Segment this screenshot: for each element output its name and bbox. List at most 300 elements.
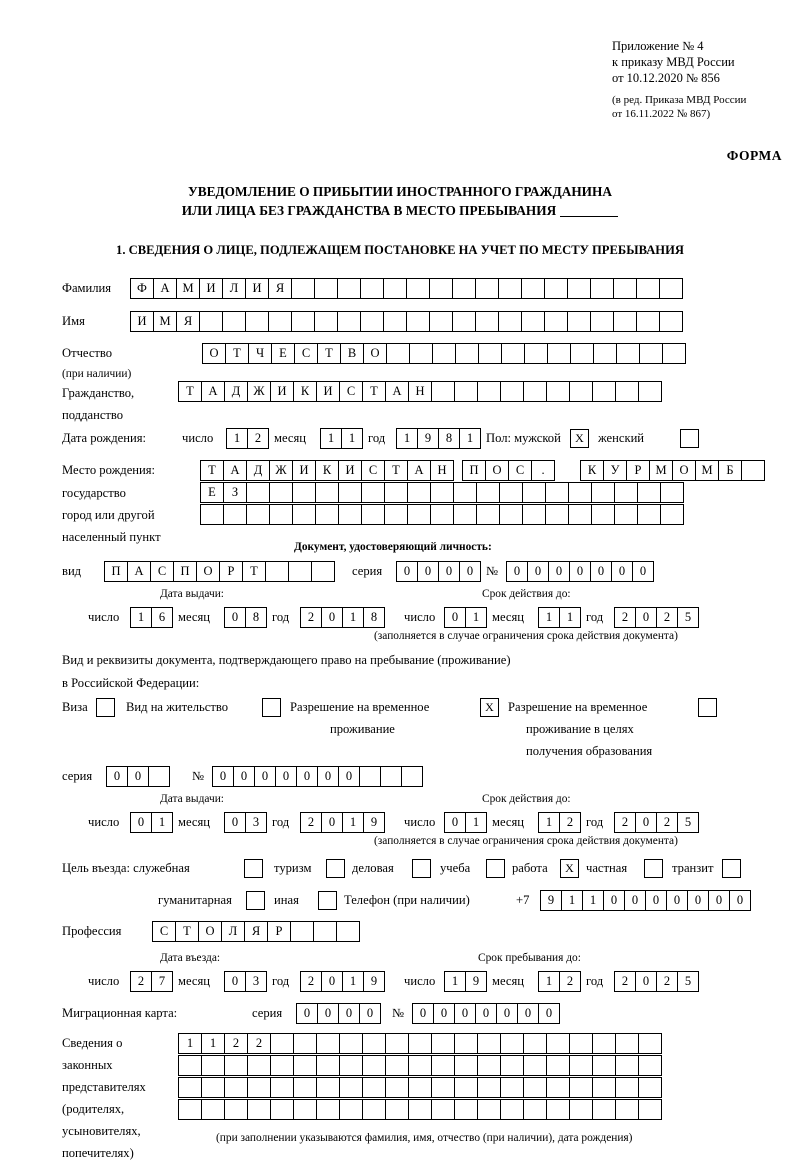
cell[interactable]: Я xyxy=(176,311,200,332)
stay-until-month-cells[interactable] xyxy=(538,971,580,992)
cell[interactable]: 0 xyxy=(275,766,297,787)
cell[interactable]: 1 xyxy=(178,1033,202,1054)
stay-number-cells[interactable] xyxy=(212,766,422,787)
cell[interactable]: О xyxy=(198,921,222,942)
cell[interactable] xyxy=(567,278,591,299)
cell[interactable] xyxy=(591,482,615,503)
cell[interactable] xyxy=(314,311,338,332)
cell[interactable] xyxy=(547,343,571,364)
cell[interactable] xyxy=(454,381,478,402)
cell[interactable] xyxy=(269,482,293,503)
cell[interactable] xyxy=(270,1033,294,1054)
cell[interactable] xyxy=(454,1077,478,1098)
cell[interactable]: 1 xyxy=(538,812,560,833)
cell[interactable] xyxy=(615,381,639,402)
cell[interactable] xyxy=(500,1033,524,1054)
cell[interactable]: Т xyxy=(200,460,224,481)
cell[interactable] xyxy=(407,504,431,525)
cell[interactable]: 0 xyxy=(417,561,439,582)
cell[interactable]: С xyxy=(508,460,532,481)
cell[interactable]: Д xyxy=(224,381,248,402)
cell[interactable]: 2 xyxy=(130,971,152,992)
cell[interactable] xyxy=(568,504,592,525)
cell[interactable] xyxy=(178,1099,202,1120)
cell[interactable]: 0 xyxy=(444,812,466,833)
cell[interactable]: 1 xyxy=(444,971,466,992)
cell[interactable] xyxy=(339,1077,363,1098)
cell[interactable]: 1 xyxy=(226,428,248,449)
cell[interactable]: А xyxy=(201,381,225,402)
cell[interactable] xyxy=(570,343,594,364)
cell[interactable] xyxy=(569,1077,593,1098)
cell[interactable]: З xyxy=(223,482,247,503)
cell[interactable] xyxy=(430,482,454,503)
cell[interactable]: 1 xyxy=(341,428,363,449)
cell[interactable]: О xyxy=(485,460,509,481)
cell[interactable] xyxy=(615,1077,639,1098)
cell[interactable] xyxy=(523,1033,547,1054)
phone-cells[interactable] xyxy=(540,890,750,911)
cell[interactable]: Б xyxy=(718,460,742,481)
cell[interactable]: 0 xyxy=(321,607,343,628)
cell[interactable] xyxy=(360,278,384,299)
cell[interactable]: 0 xyxy=(359,1003,381,1024)
temp-residence-checkbox[interactable]: X xyxy=(480,698,499,717)
cell[interactable] xyxy=(224,1077,248,1098)
cell[interactable] xyxy=(361,482,385,503)
cell[interactable] xyxy=(201,1099,225,1120)
cell[interactable]: 0 xyxy=(412,1003,434,1024)
cell[interactable] xyxy=(637,482,661,503)
cell[interactable]: 1 xyxy=(130,607,152,628)
purpose-other-checkbox[interactable] xyxy=(318,891,337,910)
cell[interactable]: 5 xyxy=(677,607,699,628)
cell[interactable]: 0 xyxy=(254,766,276,787)
cell[interactable] xyxy=(660,504,684,525)
cell[interactable]: Ч xyxy=(248,343,272,364)
cell[interactable]: 1 xyxy=(342,607,364,628)
cell[interactable] xyxy=(270,1055,294,1076)
cell[interactable]: 0 xyxy=(635,812,657,833)
cell[interactable] xyxy=(639,343,663,364)
stay-valid-day-cells[interactable] xyxy=(444,812,486,833)
stay-until-year-cells[interactable] xyxy=(614,971,698,992)
stay-issue-year-cells[interactable] xyxy=(300,812,384,833)
cell[interactable]: 0 xyxy=(338,766,360,787)
cell[interactable] xyxy=(546,1099,570,1120)
cell[interactable]: 1 xyxy=(538,971,560,992)
cell[interactable] xyxy=(592,1055,616,1076)
cell[interactable]: 1 xyxy=(459,428,481,449)
cell[interactable]: М xyxy=(649,460,673,481)
birth-locality-cells[interactable] xyxy=(200,504,683,525)
sex-female-checkbox[interactable] xyxy=(680,429,699,448)
residence-permit-checkbox[interactable] xyxy=(262,698,281,717)
cell[interactable]: 0 xyxy=(338,1003,360,1024)
stay-valid-year-cells[interactable] xyxy=(614,812,698,833)
cell[interactable]: 0 xyxy=(321,971,343,992)
doc-issue-day-cells[interactable] xyxy=(130,607,172,628)
profession-cells[interactable] xyxy=(152,921,359,942)
cell[interactable]: 3 xyxy=(245,812,267,833)
cell[interactable]: 0 xyxy=(708,890,730,911)
cell[interactable] xyxy=(429,278,453,299)
cell[interactable]: 0 xyxy=(590,561,612,582)
cell[interactable] xyxy=(476,482,500,503)
cell[interactable]: Л xyxy=(221,921,245,942)
cell[interactable] xyxy=(385,1099,409,1120)
cell[interactable] xyxy=(268,311,292,332)
cell[interactable]: 2 xyxy=(300,607,322,628)
surname-cells[interactable] xyxy=(130,278,682,299)
cell[interactable] xyxy=(522,482,546,503)
cell[interactable]: В xyxy=(340,343,364,364)
cell[interactable]: О xyxy=(202,343,226,364)
cell[interactable] xyxy=(339,1055,363,1076)
cell[interactable]: К xyxy=(315,460,339,481)
cell[interactable] xyxy=(453,482,477,503)
cell[interactable] xyxy=(545,504,569,525)
cell[interactable] xyxy=(338,482,362,503)
cell[interactable] xyxy=(316,1033,340,1054)
cell[interactable] xyxy=(454,1033,478,1054)
cell[interactable] xyxy=(590,278,614,299)
cell[interactable] xyxy=(638,1077,662,1098)
cell[interactable] xyxy=(385,1033,409,1054)
cell[interactable]: 6 xyxy=(151,607,173,628)
cell[interactable]: 0 xyxy=(611,561,633,582)
cell[interactable] xyxy=(523,1055,547,1076)
cell[interactable]: Р xyxy=(267,921,291,942)
cell[interactable] xyxy=(475,311,499,332)
cell[interactable]: 0 xyxy=(296,766,318,787)
cell[interactable] xyxy=(178,1055,202,1076)
cell[interactable] xyxy=(337,278,361,299)
cell[interactable] xyxy=(316,1055,340,1076)
cell[interactable] xyxy=(293,1055,317,1076)
cell[interactable]: 8 xyxy=(245,607,267,628)
cell[interactable]: 0 xyxy=(538,1003,560,1024)
cell[interactable] xyxy=(452,278,476,299)
cell[interactable] xyxy=(614,482,638,503)
cell[interactable]: 2 xyxy=(614,971,636,992)
cell[interactable]: 0 xyxy=(635,971,657,992)
doc-kind-cells[interactable] xyxy=(104,561,334,582)
cell[interactable] xyxy=(293,1033,317,1054)
cell[interactable] xyxy=(362,1077,386,1098)
cell[interactable] xyxy=(270,1077,294,1098)
cell[interactable] xyxy=(178,1077,202,1098)
cell[interactable]: 0 xyxy=(130,812,152,833)
cell[interactable]: А xyxy=(407,460,431,481)
cell[interactable] xyxy=(386,343,410,364)
cell[interactable]: И xyxy=(292,460,316,481)
cell[interactable] xyxy=(454,1099,478,1120)
cell[interactable] xyxy=(592,1077,616,1098)
cell[interactable] xyxy=(498,278,522,299)
cell[interactable]: 1 xyxy=(561,890,583,911)
cell[interactable] xyxy=(659,311,683,332)
cell[interactable]: Н xyxy=(430,460,454,481)
cell[interactable] xyxy=(432,343,456,364)
cell[interactable] xyxy=(544,278,568,299)
cell[interactable]: М xyxy=(176,278,200,299)
cell[interactable] xyxy=(637,504,661,525)
cell[interactable]: Д xyxy=(246,460,270,481)
stay-valid-month-cells[interactable] xyxy=(538,812,580,833)
cell[interactable] xyxy=(222,311,246,332)
cell[interactable] xyxy=(500,1099,524,1120)
cell[interactable] xyxy=(361,504,385,525)
stay-until-day-cells[interactable] xyxy=(444,971,486,992)
cell[interactable] xyxy=(524,343,548,364)
cell[interactable]: С xyxy=(150,561,174,582)
cell[interactable] xyxy=(265,561,289,582)
cell[interactable]: Е xyxy=(271,343,295,364)
cell[interactable] xyxy=(478,343,502,364)
cell[interactable]: 0 xyxy=(517,1003,539,1024)
cell[interactable] xyxy=(148,766,170,787)
cell[interactable] xyxy=(314,278,338,299)
cell[interactable] xyxy=(614,504,638,525)
entry-day-cells[interactable] xyxy=(130,971,172,992)
cell[interactable]: А xyxy=(153,278,177,299)
cell[interactable] xyxy=(201,1055,225,1076)
cell[interactable]: У xyxy=(603,460,627,481)
mig-series-cells[interactable] xyxy=(296,1003,380,1024)
cell[interactable] xyxy=(383,278,407,299)
cell[interactable] xyxy=(200,504,224,525)
cell[interactable] xyxy=(591,504,615,525)
purpose-humanitarian-checkbox[interactable] xyxy=(246,891,265,910)
cell[interactable] xyxy=(660,482,684,503)
cell[interactable] xyxy=(199,311,223,332)
purpose-business-checkbox[interactable] xyxy=(412,859,431,878)
cell[interactable] xyxy=(291,278,315,299)
cell[interactable]: . xyxy=(531,460,555,481)
cell[interactable]: 2 xyxy=(224,1033,248,1054)
cell[interactable]: 2 xyxy=(300,971,322,992)
cell[interactable]: 1 xyxy=(320,428,342,449)
cell[interactable] xyxy=(313,921,337,942)
cell[interactable]: 1 xyxy=(342,812,364,833)
cell[interactable]: 0 xyxy=(224,812,246,833)
cell[interactable] xyxy=(523,1077,547,1098)
cell[interactable] xyxy=(636,311,660,332)
cell[interactable] xyxy=(569,1055,593,1076)
cell[interactable] xyxy=(522,504,546,525)
cell[interactable]: 0 xyxy=(666,890,688,911)
cell[interactable]: 5 xyxy=(677,812,699,833)
cell[interactable]: П xyxy=(173,561,197,582)
cell[interactable]: 0 xyxy=(527,561,549,582)
cell[interactable]: А xyxy=(127,561,151,582)
stay-issue-day-cells[interactable] xyxy=(130,812,172,833)
cell[interactable] xyxy=(523,1099,547,1120)
cell[interactable] xyxy=(475,278,499,299)
cell[interactable] xyxy=(290,921,314,942)
cell[interactable] xyxy=(293,1099,317,1120)
cell[interactable]: Р xyxy=(219,561,243,582)
cell[interactable] xyxy=(569,1099,593,1120)
cell[interactable]: 9 xyxy=(363,971,385,992)
cell[interactable] xyxy=(408,1099,432,1120)
cell[interactable] xyxy=(201,1077,225,1098)
cell[interactable] xyxy=(521,278,545,299)
cell[interactable]: 1 xyxy=(201,1033,225,1054)
cell[interactable] xyxy=(636,278,660,299)
cell[interactable]: Н xyxy=(408,381,432,402)
cell[interactable]: К xyxy=(293,381,317,402)
cell[interactable] xyxy=(315,504,339,525)
cell[interactable] xyxy=(339,1033,363,1054)
cell[interactable] xyxy=(590,311,614,332)
cell[interactable]: С xyxy=(339,381,363,402)
cell[interactable]: 9 xyxy=(540,890,562,911)
cell[interactable] xyxy=(270,1099,294,1120)
cell[interactable] xyxy=(453,504,477,525)
birth-day-cells[interactable] xyxy=(226,428,268,449)
cell[interactable]: 0 xyxy=(548,561,570,582)
cell[interactable] xyxy=(498,311,522,332)
birth-city-cells-a[interactable] xyxy=(462,460,554,481)
cell[interactable] xyxy=(406,311,430,332)
cell[interactable] xyxy=(409,343,433,364)
cell[interactable]: 0 xyxy=(224,971,246,992)
cell[interactable]: О xyxy=(672,460,696,481)
cell[interactable]: 2 xyxy=(614,812,636,833)
cell[interactable] xyxy=(546,1033,570,1054)
cell[interactable]: 9 xyxy=(417,428,439,449)
doc-valid-day-cells[interactable] xyxy=(444,607,486,628)
legal-row-4-cells[interactable] xyxy=(178,1099,661,1120)
cell[interactable] xyxy=(385,1077,409,1098)
cell[interactable] xyxy=(501,343,525,364)
legal-row-1-cells[interactable] xyxy=(178,1033,661,1054)
cell[interactable] xyxy=(247,1055,271,1076)
entry-year-cells[interactable] xyxy=(300,971,384,992)
cell[interactable] xyxy=(592,1033,616,1054)
cell[interactable] xyxy=(477,1033,501,1054)
cell[interactable] xyxy=(293,1077,317,1098)
cell[interactable]: Т xyxy=(178,381,202,402)
cell[interactable]: 1 xyxy=(538,607,560,628)
cell[interactable] xyxy=(567,311,591,332)
cell[interactable] xyxy=(638,1099,662,1120)
cell[interactable]: 9 xyxy=(363,812,385,833)
cell[interactable]: 2 xyxy=(247,428,269,449)
cell[interactable] xyxy=(385,1055,409,1076)
cell[interactable]: 0 xyxy=(645,890,667,911)
cell[interactable] xyxy=(316,1099,340,1120)
cell[interactable]: 0 xyxy=(321,812,343,833)
cell[interactable] xyxy=(477,381,501,402)
cell[interactable] xyxy=(407,482,431,503)
cell[interactable] xyxy=(336,921,360,942)
cell[interactable]: И xyxy=(130,311,154,332)
cell[interactable] xyxy=(224,1099,248,1120)
cell[interactable] xyxy=(499,482,523,503)
cell[interactable] xyxy=(638,1055,662,1076)
birth-month-cells[interactable] xyxy=(320,428,362,449)
cell[interactable]: 0 xyxy=(687,890,709,911)
cell[interactable]: 0 xyxy=(317,1003,339,1024)
cell[interactable] xyxy=(568,482,592,503)
cell[interactable]: 0 xyxy=(475,1003,497,1024)
cell[interactable]: 0 xyxy=(569,561,591,582)
cell[interactable] xyxy=(362,1055,386,1076)
citizenship-cells[interactable] xyxy=(178,381,661,402)
cell[interactable]: 0 xyxy=(127,766,149,787)
cell[interactable] xyxy=(455,343,479,364)
cell[interactable] xyxy=(360,311,384,332)
cell[interactable]: О xyxy=(196,561,220,582)
cell[interactable] xyxy=(384,504,408,525)
cell[interactable] xyxy=(613,278,637,299)
cell[interactable]: 5 xyxy=(677,971,699,992)
cell[interactable] xyxy=(408,1077,432,1098)
cell[interactable]: М xyxy=(695,460,719,481)
cell[interactable]: Т xyxy=(175,921,199,942)
cell[interactable] xyxy=(523,381,547,402)
purpose-private-checkbox[interactable] xyxy=(644,859,663,878)
cell[interactable]: 2 xyxy=(559,971,581,992)
cell[interactable] xyxy=(569,1033,593,1054)
cell[interactable] xyxy=(292,504,316,525)
cell[interactable]: Т xyxy=(384,460,408,481)
cell[interactable] xyxy=(569,381,593,402)
cell[interactable]: 0 xyxy=(506,561,528,582)
cell[interactable]: О xyxy=(363,343,387,364)
cell[interactable] xyxy=(500,381,524,402)
cell[interactable]: 0 xyxy=(603,890,625,911)
cell[interactable]: 2 xyxy=(614,607,636,628)
cell[interactable] xyxy=(544,311,568,332)
cell[interactable] xyxy=(288,561,312,582)
cell[interactable] xyxy=(638,1033,662,1054)
cell[interactable]: К xyxy=(580,460,604,481)
cell[interactable] xyxy=(224,1055,248,1076)
birth-city-cells-b[interactable] xyxy=(580,460,764,481)
cell[interactable]: А xyxy=(385,381,409,402)
edu-residence-checkbox[interactable] xyxy=(698,698,717,717)
cell[interactable]: 2 xyxy=(656,971,678,992)
cell[interactable]: 0 xyxy=(624,890,646,911)
cell[interactable]: Л xyxy=(222,278,246,299)
birth-city-cells-2[interactable] xyxy=(200,482,683,503)
cell[interactable]: Ж xyxy=(247,381,271,402)
cell[interactable] xyxy=(338,504,362,525)
cell[interactable]: 9 xyxy=(465,971,487,992)
entry-month-cells[interactable] xyxy=(224,971,266,992)
cell[interactable] xyxy=(431,1033,455,1054)
cell[interactable] xyxy=(431,1077,455,1098)
cell[interactable]: Ф xyxy=(130,278,154,299)
doc-valid-year-cells[interactable] xyxy=(614,607,698,628)
stay-issue-month-cells[interactable] xyxy=(224,812,266,833)
cell[interactable] xyxy=(246,482,270,503)
cell[interactable] xyxy=(316,1077,340,1098)
cell[interactable]: Я xyxy=(268,278,292,299)
cell[interactable]: 0 xyxy=(635,607,657,628)
birth-year-cells[interactable] xyxy=(396,428,480,449)
cell[interactable] xyxy=(615,1033,639,1054)
cell[interactable] xyxy=(477,1055,501,1076)
cell[interactable]: 0 xyxy=(459,561,481,582)
cell[interactable] xyxy=(593,343,617,364)
cell[interactable] xyxy=(546,1055,570,1076)
cell[interactable] xyxy=(430,504,454,525)
